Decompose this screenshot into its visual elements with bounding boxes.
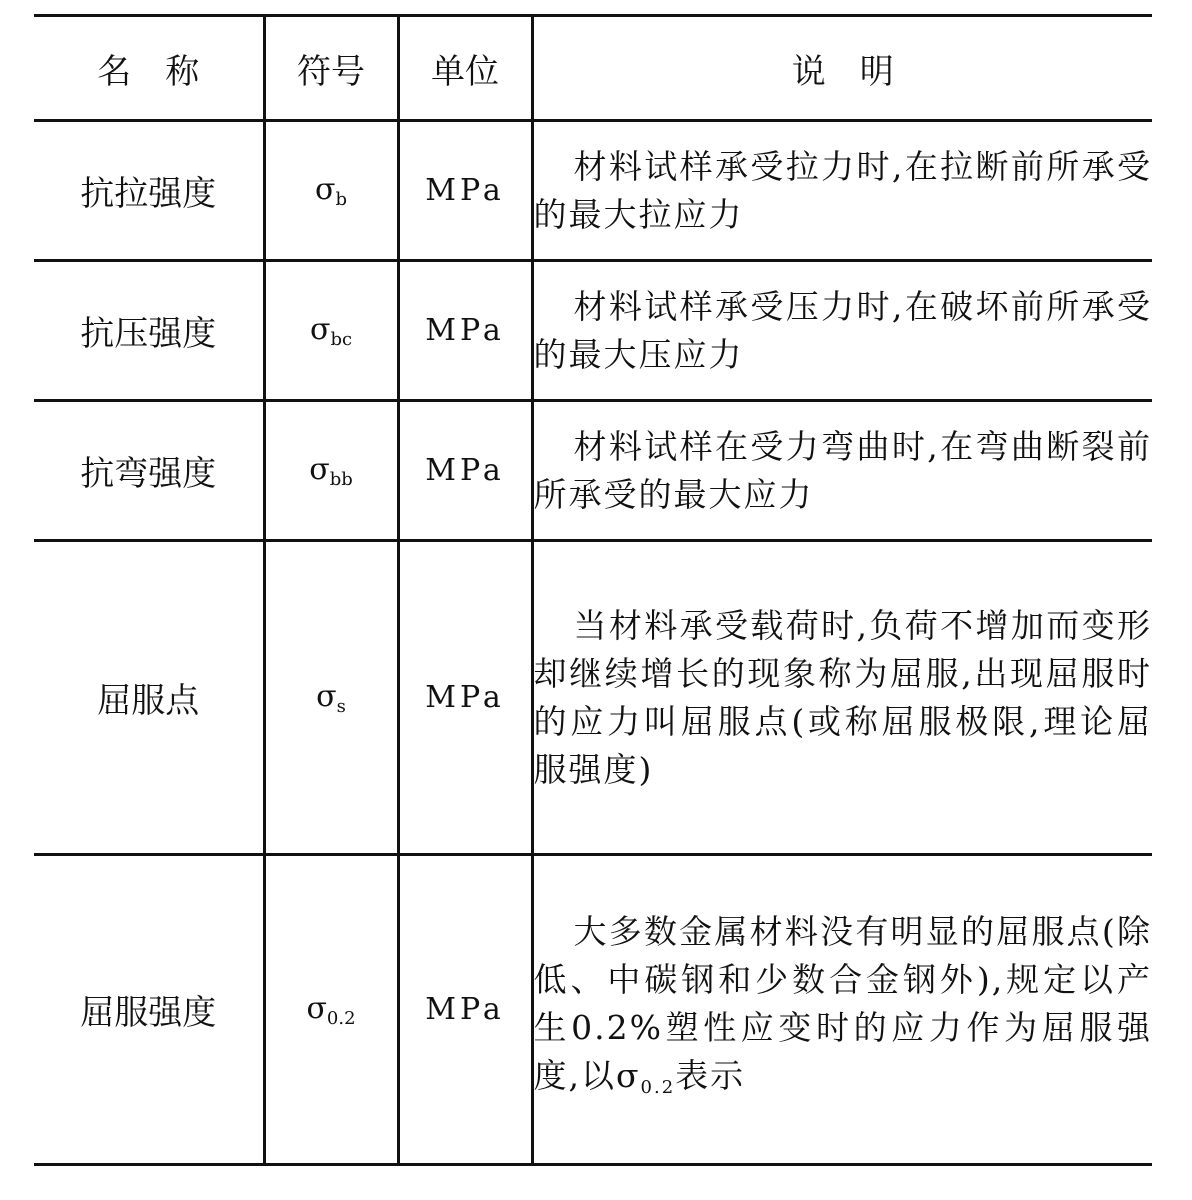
material-properties-table [34,14,1152,1166]
property-description [532,855,1152,1165]
symbol-subscript: b [335,188,347,210]
symbol-base: σ [316,678,337,714]
property-symbol [264,261,398,401]
symbol-subscript: bc [330,328,353,350]
property-unit: MPa [398,401,532,541]
property-symbol [264,401,398,541]
property-symbol [264,855,398,1165]
header-name: 名 称 [34,16,264,121]
property-unit: MPa [398,541,532,855]
table-row [34,855,1152,1165]
description-text: 大多数金属材料没有明显的屈服点(除低、中碳钢和少数合金钢外),规定以产生0.2%塑性应变时的应力作为屈服强度,以 [533,911,1152,1095]
table-row [34,541,1152,855]
symbol-base: σ [306,990,327,1026]
table-row [34,261,1152,401]
symbol-subscript: bb [329,468,353,490]
property-name: 抗压强度 [34,261,264,401]
symbol-base: σ [314,171,336,207]
property-description: 当材料承受载荷时,负荷不增加而变形却继续增长的现象称为屈服,出现屈服时的应力叫屈服点(或称屈服极限,理论屈服强度) [532,541,1152,855]
property-name: 屈服点 [34,541,264,855]
inline-symbol-subscript: 0.2 [640,1076,676,1098]
property-symbol [264,121,398,261]
header-symbol: 符号 [264,16,398,121]
header-unit: 单位 [398,16,532,121]
property-name: 屈服强度 [34,855,264,1165]
symbol-base: σ [309,311,331,347]
property-description: 材料试样在受力弯曲时,在弯曲断裂前所承受的最大应力 [532,401,1152,541]
symbol-subscript: s [336,695,346,717]
property-unit: MPa [398,855,532,1165]
property-name: 抗拉强度 [34,121,264,261]
property-description: 材料试样承受拉力时,在拉断前所承受的最大拉应力 [532,121,1152,261]
property-name: 抗弯强度 [34,401,264,541]
property-unit: MPa [398,121,532,261]
property-symbol [264,541,398,855]
symbol-base: σ [309,451,330,487]
property-description: 材料试样承受压力时,在破坏前所承受的最大压应力 [532,261,1152,401]
header-description: 说 明 [532,16,1152,121]
header-row [34,16,1152,121]
inline-symbol-base: σ [616,1055,641,1095]
description-tail: 表示 [675,1055,746,1095]
table-row [34,401,1152,541]
table-row [34,121,1152,261]
property-unit: MPa [398,261,532,401]
symbol-subscript: 0.2 [326,1007,356,1029]
